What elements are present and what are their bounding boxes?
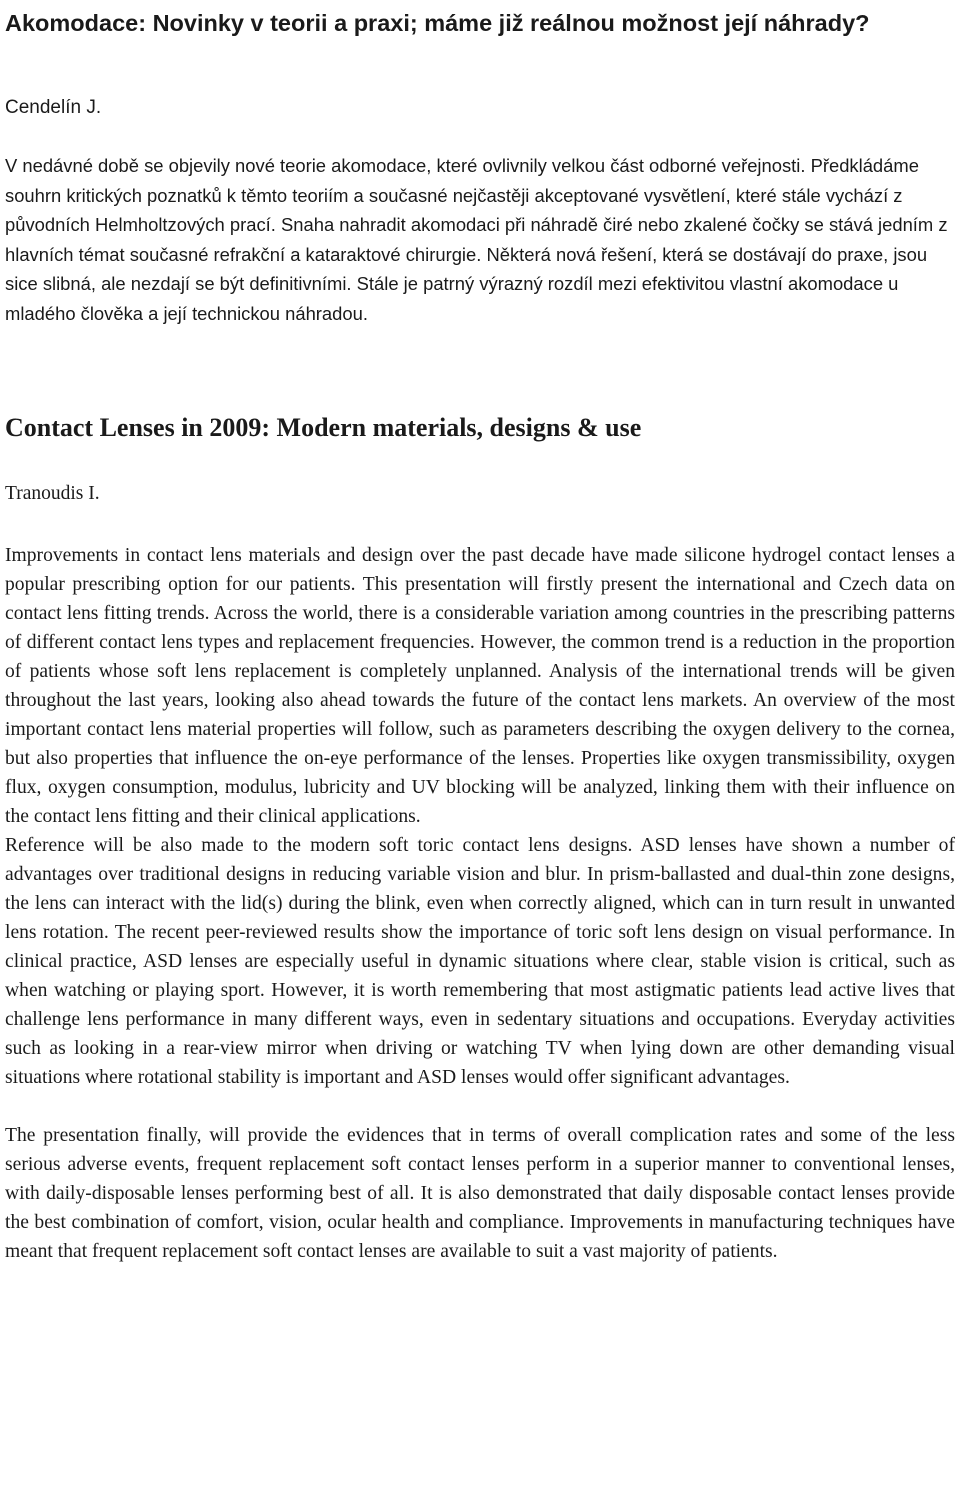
article-title-contact-lenses: Contact Lenses in 2009: Modern materials, designs & use [5, 413, 642, 442]
article-abstract-accommodation: V nedávné době se objevily nové teorie akomodace, které ovlivnily velkou část odborné veřejnosti. Předkládáme souhrn kritických poznatků k těmto teoriím a současné nejčastěji akceptované vysvětlení, které stále vychází z původních Helmholtzových prací. Snaha nahradit akomodaci při náhradě čiré nebo zkalené čočky se stává jedním z hlavních témat současné refrakční a kataraktové chirurgie. Některá nová řešení, která se dostávají do praxe, jsou sice slibná, ale nezdají se být definitivními. Stále je patrný výrazný rozdíl mezi efektivitou vlastní akomodace u mladého člověka a její technickou náhradou. [5, 155, 948, 324]
article-author-tranoudis: Tranoudis I. [5, 483, 100, 504]
article-abstract-contact-lenses [5, 541, 955, 1266]
abstract-paragraph: Improvements in contact lens materials and design over the past decade have made silicone hydrogel contact lenses a popular prescribing option for our patients. This presentation will firstly present the international and Czech data on contact lens fitting trends. Across the world, there is a considerable variation among countries in the prescribing patterns of different contact lens types and replacement frequencies. However, the common trend is a reduction in the proportion of patients whose soft lens replacement is completely unplanned. Analysis of the international trends will be given throughout the last years, looking also ahead towards the future of the contact lens markets. An overview of the most important contact lens material properties will follow, such as parameters describing the oxygen delivery to the cornea, but also properties that influence the on-eye performance of the lenses. Properties like oxygen transmissibility, oxygen flux, oxygen consumption, modulus, lubricity and UV blocking will be analyzed, linking them with their influence on the contact lens fitting and their clinical applications. [5, 545, 955, 827]
abstract-paragraph: Reference will be also made to the modern soft toric contact lens designs. ASD lenses have shown a number of advantages over traditional designs in reducing variable vision and blur. In prism-ballasted and dual-thin zone designs, the lens can interact with the lid(s) during the blink, even when correctly aligned, which can in turn result in unwanted lens rotation. The recent peer-reviewed results show the importance of toric soft lens design on visual performance. In clinical practice, ASD lenses are especially useful in dynamic situations where clear, stable vision is critical, such as when watching or playing sport. However, it is worth remembering that most astigmatic patients lead active lives that challenge lens performance in many different ways, even in sedentary situations and occupations. Everyday activities such as looking in a rear-view mirror when driving or watching TV when lying down are other demanding visual situations where rotational stability is important and ASD lenses would offer significant advantages. [5, 835, 955, 1088]
article-author-cendelin: Cendelín J. [5, 97, 102, 118]
abstract-paragraph: The presentation finally, will provide the evidences that in terms of overall complication rates and some of the less serious adverse events, frequent replacement soft contact lenses perform in a superior manner to conventional lenses, with daily-disposable lenses performing best of all. It is also demonstrated that daily disposable contact lenses provide the best combination of comfort, vision, ocular health and compliance. Improvements in manufacturing techniques have meant that frequent replacement soft contact lenses are available to suit a vast majority of patients. [5, 1125, 955, 1262]
article-title-accommodation: Akomodace: Novinky v teorii a praxi; máme již reálnou možnost její náhrady? [5, 10, 870, 36]
